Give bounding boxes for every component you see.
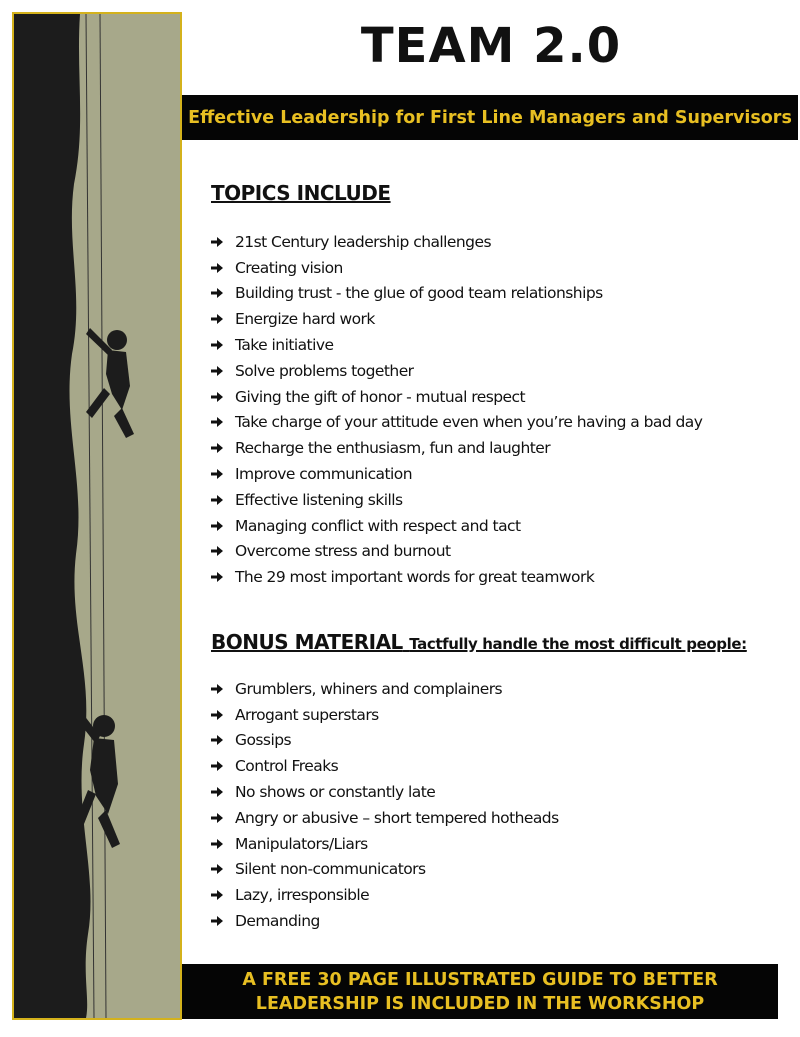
list-item-text: Recharge the enthusiasm, fun and laughter	[235, 439, 551, 458]
arrow-right-icon	[211, 710, 225, 720]
list-item	[211, 805, 559, 831]
list-item	[211, 513, 702, 539]
arrow-right-icon	[211, 864, 225, 874]
list-item-text: Solve problems together	[235, 361, 414, 380]
list-item-text: Control Freaks	[235, 757, 339, 776]
page-title: TEAM 2.0	[360, 18, 622, 74]
list-item	[211, 908, 559, 934]
bonus-heading-row	[211, 630, 747, 654]
arrow-right-icon	[211, 572, 225, 582]
climbers-silhouette-illustration	[14, 14, 180, 1018]
list-item	[211, 676, 559, 702]
arrow-right-icon	[211, 263, 225, 273]
footer-line-2: LEADERSHIP IS INCLUDED IN THE WORKSHOP	[255, 993, 705, 1014]
list-item	[211, 702, 559, 728]
arrow-right-icon	[211, 469, 225, 479]
topics-heading: TOPICS INCLUDE	[211, 181, 391, 205]
arrow-right-icon	[211, 735, 225, 745]
side-image-climbers	[12, 12, 182, 1020]
list-item	[211, 728, 559, 754]
arrow-right-icon	[211, 392, 225, 402]
arrow-right-icon	[211, 890, 225, 900]
bonus-heading: BONUS MATERIAL	[211, 630, 403, 654]
list-item-text: Effective listening skills	[235, 490, 403, 509]
arrow-right-icon	[211, 761, 225, 771]
list-item	[211, 410, 702, 436]
bonus-note: Tactfully handle the most difficult people:	[409, 635, 747, 653]
list-item	[211, 281, 702, 307]
arrow-right-icon	[211, 916, 225, 926]
arrow-right-icon	[211, 839, 225, 849]
arrow-right-icon	[211, 495, 225, 505]
arrow-right-icon	[211, 314, 225, 324]
arrow-right-icon	[211, 684, 225, 694]
list-item-text: Angry or abusive – short tempered hotheads	[235, 808, 559, 827]
list-item	[211, 487, 702, 513]
list-item	[211, 229, 702, 255]
list-item-text: No shows or constantly late	[235, 783, 436, 802]
list-item-text: Grumblers, whiners and complainers	[235, 679, 503, 698]
list-item	[211, 753, 559, 779]
list-item-text: Lazy, irresponsible	[235, 886, 370, 905]
list-item-text: Energize hard work	[235, 310, 375, 329]
arrow-right-icon	[211, 787, 225, 797]
arrow-right-icon	[211, 521, 225, 531]
climber-upper	[86, 328, 134, 438]
list-item-text: Arrogant superstars	[235, 705, 379, 724]
list-item-text: Take charge of your attitude even when you’re having a bad day	[235, 413, 703, 432]
subtitle-banner	[182, 95, 798, 140]
list-item-text: 21st Century leadership challenges	[235, 232, 491, 251]
arrow-right-icon	[211, 288, 225, 298]
arrow-right-icon	[211, 417, 225, 427]
list-item-text: Manipulators/Liars	[235, 834, 368, 853]
arrow-right-icon	[211, 546, 225, 556]
list-item-text: Demanding	[235, 912, 320, 931]
list-item-text: Managing conflict with respect and tact	[235, 516, 521, 535]
list-item	[211, 831, 559, 857]
list-item	[211, 857, 559, 883]
list-item-text: Improve communication	[235, 465, 412, 484]
list-item-text: Silent non-communicators	[235, 860, 426, 879]
list-item-text: Take initiative	[235, 336, 334, 355]
list-item	[211, 358, 702, 384]
arrow-right-icon	[211, 813, 225, 823]
list-item	[211, 539, 702, 565]
bonus-list	[211, 676, 559, 934]
footer-line-1: A FREE 30 PAGE ILLUSTRATED GUIDE TO BETTER	[242, 969, 718, 990]
list-item-text: Overcome stress and burnout	[235, 542, 451, 561]
arrow-right-icon	[211, 340, 225, 350]
subtitle-text: Effective Leadership for First Line Managers and Supervisors	[188, 107, 792, 128]
list-item	[211, 564, 702, 590]
arrow-right-icon	[211, 366, 225, 376]
list-item	[211, 882, 559, 908]
footer-banner	[182, 964, 778, 1019]
list-item	[211, 435, 702, 461]
list-item	[211, 255, 702, 281]
list-item	[211, 461, 702, 487]
list-item	[211, 384, 702, 410]
arrow-right-icon	[211, 237, 225, 247]
list-item-text: The 29 most important words for great teamwork	[235, 568, 595, 587]
list-item-text: Building trust - the glue of good team relationships	[235, 284, 603, 303]
topics-list	[211, 229, 702, 590]
list-item-text: Creating vision	[235, 258, 343, 277]
list-item-text: Gossips	[235, 731, 292, 750]
list-item-text: Giving the gift of honor - mutual respect	[235, 387, 526, 406]
arrow-right-icon	[211, 443, 225, 453]
list-item	[211, 306, 702, 332]
list-item	[211, 332, 702, 358]
list-item	[211, 779, 559, 805]
